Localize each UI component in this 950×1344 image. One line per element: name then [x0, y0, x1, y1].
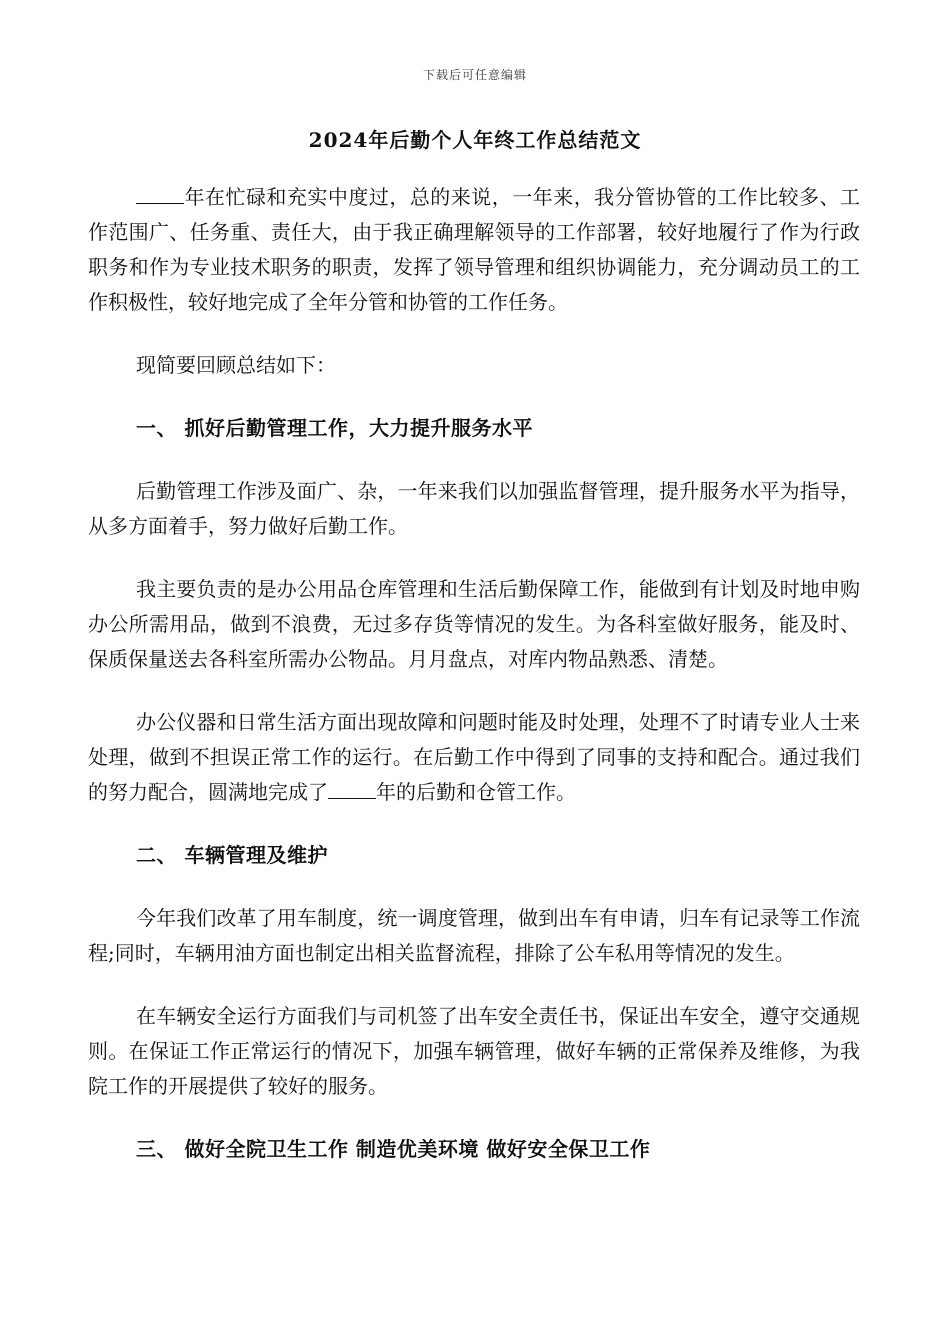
paragraph-equipment-repair: 办公仪器和日常生活方面出现故障和问题时能及时处理，处理不了时请专业人士来处理，做到不担误正常工作的运行。在后勤工作中得到了同事的支持和配合。通过我们的努力配合，圆满地完成了 年的后勤和仓管工作。: [88, 710, 860, 804]
document-title: 2024年后勤个人年终工作总结范文: [308, 128, 642, 152]
paragraph-vehicle-policy: 今年我们改革了用车制度，统一调度管理，做到出车有申请，归车有记录等工作流程;同时，车辆用油方面也制定出相关监督流程，排除了公车私用等情况的发生。: [88, 906, 860, 965]
paragraph-office-supplies: 我主要负责的是办公用品仓库管理和生活后勤保障工作，能做到有计划及时地申购办公所需用品，做到不浪费，无过多存货等情况的发生。为各科室做好服务，能及时、保质保量送去各科室所需办公物品。月月盘点，对库内物品熟悉、清楚。: [88, 577, 860, 671]
header-note: 下载后可任意编辑: [422, 68, 527, 82]
paragraph-summary-lead: 现简要回顾总结如下：: [136, 353, 336, 377]
fill-in-blank: [136, 185, 184, 204]
section-heading-2: 二、 车辆管理及维护: [136, 843, 328, 867]
document-body: [88, 180, 860, 1167]
section-heading-3: 三、 做好全院卫生工作 制造优美环境 做好安全保卫工作: [136, 1137, 651, 1161]
fill-in-blank: [328, 780, 376, 799]
paragraph-logistics-overview: 后勤管理工作涉及面广、杂，一年来我们以加强监督管理，提升服务水平为指导，从多方面着手，努力做好后勤工作。: [88, 479, 860, 538]
paragraph-vehicle-safety: 在车辆安全运行方面我们与司机签了出车安全责任书，保证出车安全，遵守交通规则。在保证工作正常运行的情况下，加强车辆管理，做好车辆的正常保养及维修，为我院工作的开展提供了较好的服务。: [88, 1004, 860, 1098]
section-heading-1: 一、 抓好后勤管理工作，大力提升服务水平: [136, 416, 533, 440]
paragraph-intro: 年在忙碌和充实中度过，总的来说，一年来，我分管协管的工作比较多、工作范围广、任务重、责任大，由于我正确理解领导的工作部署，较好地履行了作为行政职务和作为专业技术职务的职责，发挥了领导管理和组织协调能力，充分调动员工的工作积极性，较好地完成了全年分管和协管的工作任务。: [88, 185, 860, 314]
